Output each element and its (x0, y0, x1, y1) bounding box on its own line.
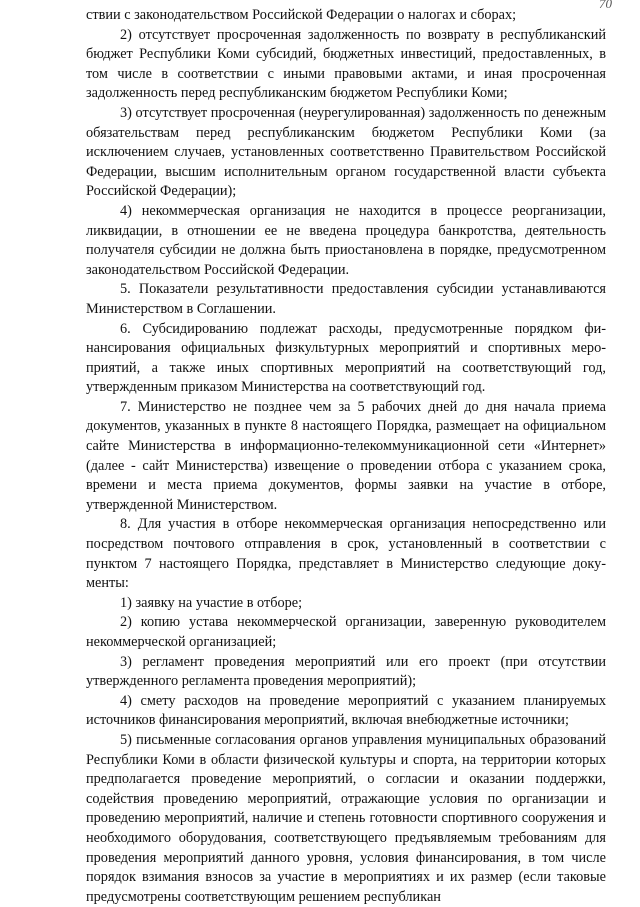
paragraph-doc-item-2: 2) копию устава некоммерческой организации, заверенную руководителем некоммерческой организацией; (86, 614, 606, 650)
paragraph-doc-item-3: 3) регламент проведения мероприятий или его проект (при отсутствии утвержденного регламента проведения мероприятий); (86, 653, 606, 690)
paragraph-clause-5: 5. Показатели результативности предоставления субсидии устанавливаются Министерством в Соглашении. (86, 281, 606, 317)
paragraph-item-4-no-reorganization: 4) некоммерческая организация не находится в процессе реорганизации, ликвидации, в отношении ее не введена процедура банкротства, деятельность получателя субсидии не должна быть приостановлена в порядке, предусмотренном законодательством Российской Федерации. (86, 202, 606, 278)
page-number: 70 (599, 0, 612, 11)
paragraph-clause-6: 6. Субсидированию подлежат расходы, предусмотренные порядком финансирования официальных физкультурных мероприятий и спортивных мероприятий, а также иных спортивных мероприятий на соответствующий год, утвержденным приказом Министерства на соответствующий год. (86, 320, 606, 396)
document-body (86, 6, 606, 907)
paragraph-clause-7: 7. Министерство не позднее чем за 5 рабочих дней до дня начала приема документов, указанных в пункте 8 настоящего Порядка, размещает на официальном сайте Министерства в информационно-телекоммуникационной сети «Интернет» (далее - сайт Министерства) извещение о проведении отбора с указанием срока, времени и места приема документов, формы заявки на участие в отборе, утвержденной Министерством. (86, 398, 606, 513)
paragraph-item-3-no-monetary-debt: 3) отсутствует просроченная (неурегулированная) задолженность по денежным обязательствам перед республиканским бюджетом Республики Коми (за исключением случаев, установленных соответственно Правительством Российской Федерации, высшим исполнительным органом государственной власти субъекта Российской Федерации); (86, 104, 606, 200)
paragraph-clause-8: 8. Для участия в отборе некоммерческая организация непосредственно или посредством почтового отправления в срок, установленный в соответствии с пунктом 7 настоящего Порядка, представляет в Министерство следующие документы: (86, 516, 606, 592)
paragraph-continuation: ствии с законодательством Российской Федерации о налогах и сборах; (86, 7, 517, 23)
paragraph-doc-item-4: 4) смету расходов на проведение мероприятий с указанием планируемых источников финансирования мероприятий, включая внебюджетные источники; (86, 692, 606, 729)
paragraph-item-2-no-overdue-debt: 2) отсутствует просроченная задолженность по возврату в республиканский бюджет Республики Коми субсидий, бюджетных инвестиций, предоставленных, в том числе в соответствии с иными правовыми актами, и иная просроченная задолженность перед республиканским бюджетом Республики Коми; (86, 26, 606, 102)
paragraph-doc-item-5: 5) письменные согласования органов управления муниципальных образований Республики Коми в области физической культуры и спорта, на территории которых предполагается проведение мероприятий, о согласии и оказании поддержки, содействия проведению мероприятий, отражающие условия по организации и проведению мероприятий, наличие и степень готовности спортивного сооружения и необходимого оборудования, соответствующего предъявляемым требованиям для проведения мероприятий данного уровня, условия финансирования, в том числе порядок взимания взносов за участие в мероприятиях и их размер (если таковые предусмотрены соответствующим решением республикан (86, 731, 606, 905)
paragraph-doc-item-1: 1) заявку на участие в отборе; (120, 594, 303, 611)
